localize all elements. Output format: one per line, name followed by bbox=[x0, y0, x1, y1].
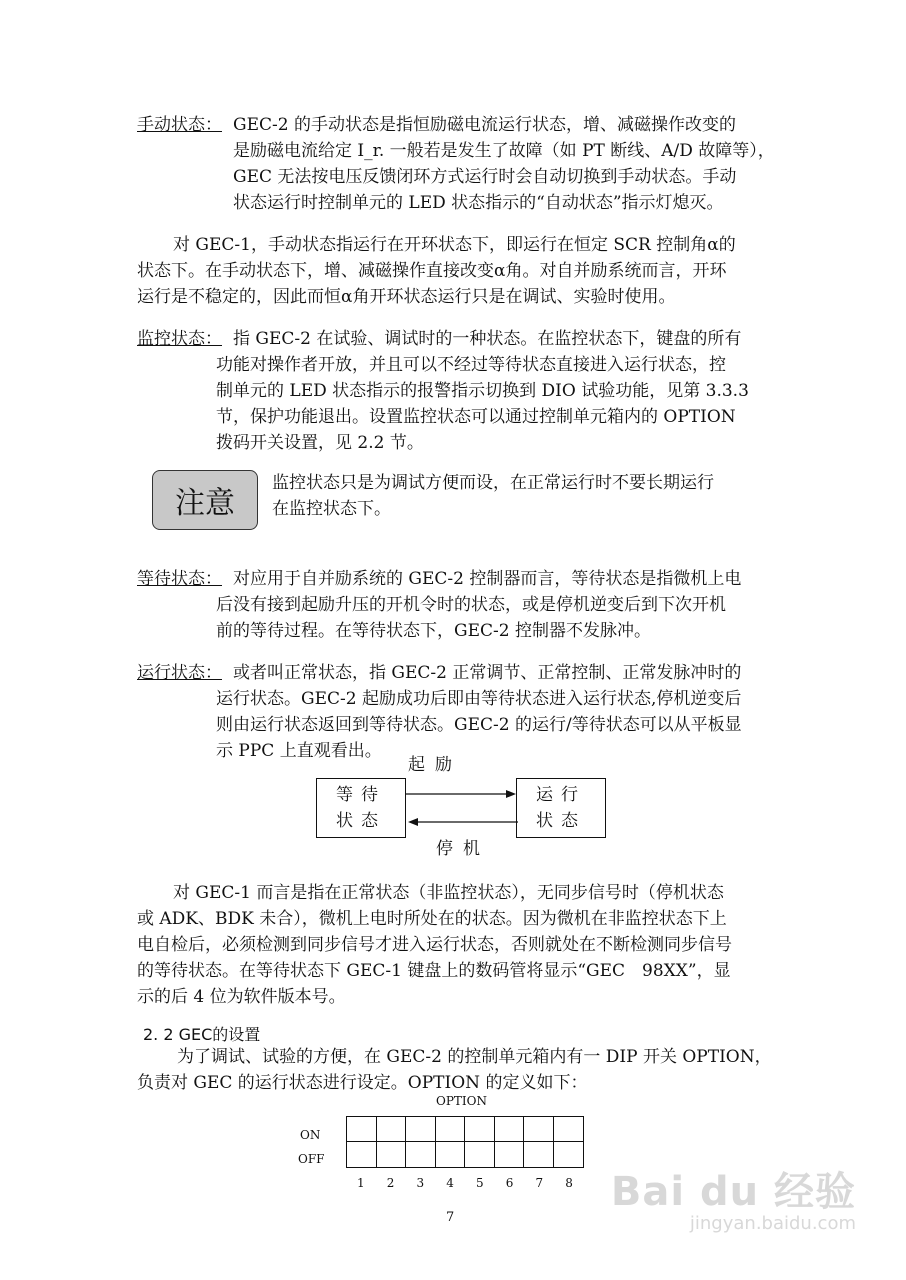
watermark-brand: Bai du 经验 bbox=[610, 1169, 856, 1215]
switch-cell bbox=[524, 1142, 554, 1167]
waiting-line-1: 对应用于自并励系统的 GEC-2 控制器而言，等待状态是指微机上电 bbox=[233, 569, 742, 589]
diagram-start-label: 起励 bbox=[408, 755, 462, 775]
option-column-numbers bbox=[346, 1176, 584, 1190]
option-switch-grid bbox=[346, 1116, 584, 1168]
running-line-2: 运行状态。GEC-2 起励成功后即由等待状态进入运行状态,停机逆变后 bbox=[216, 689, 742, 709]
watermark bbox=[611, 1160, 856, 1234]
term-manual: 手动状态： bbox=[137, 115, 222, 135]
switch-cell bbox=[495, 1117, 525, 1142]
option-col-1: 1 bbox=[357, 1176, 365, 1190]
manual-line-3: GEC 无法按电压反馈闭环方式运行时会自动切换到手动状态。手动 bbox=[233, 167, 737, 187]
term-running: 运行状态： bbox=[137, 663, 222, 683]
running-line-4: 示 PPC 上直观看出。 bbox=[216, 741, 382, 761]
switch-cell bbox=[554, 1117, 584, 1142]
switch-cell bbox=[347, 1117, 377, 1142]
manual-line-4: 状态运行时控制单元的 LED 状态指示的“自动状态”指示灯熄灭。 bbox=[233, 193, 724, 213]
option-col-6: 6 bbox=[505, 1176, 514, 1190]
option-col-7: 7 bbox=[535, 1176, 544, 1190]
option-col-5: 5 bbox=[476, 1176, 484, 1190]
option-title: OPTION bbox=[436, 1094, 487, 1108]
note-line-2: 在监控状态下。 bbox=[272, 499, 391, 519]
manual-line-1: GEC-2 的手动状态是指恒励磁电流运行状态，增、减磁操作改变的 bbox=[233, 115, 736, 135]
monitor-line-3: 制单元的 LED 状态指示的报警指示切换到 DIO 试验功能，见第 3.3.3 bbox=[216, 381, 749, 401]
option-col-4: 4 bbox=[446, 1176, 454, 1190]
switch-cell bbox=[465, 1142, 495, 1167]
switch-cell bbox=[554, 1142, 584, 1167]
switch-cell bbox=[436, 1117, 466, 1142]
diagram-waiting-text-2: 状态 bbox=[336, 811, 386, 831]
option-col-3: 3 bbox=[416, 1176, 425, 1190]
manual-line-2: 是励磁电流给定 I_r. 一般若是发生了故障（如 PT 断线、A/D 故障等）， bbox=[233, 141, 775, 161]
diagram-arrows bbox=[406, 784, 518, 832]
section-heading: 2. 2 GEC的设置 bbox=[143, 1025, 261, 1044]
term-monitor: 监控状态： bbox=[137, 329, 222, 349]
monitor-line-5: 拨码开关设置，见 2.2 节。 bbox=[216, 433, 424, 453]
gec1-waiting-line-2: 或 ADK、BDK 未合），微机上电时所处在的状态。因为微机在非监控状态下上 bbox=[137, 909, 727, 929]
switch-cell bbox=[377, 1117, 407, 1142]
diagram-waiting-text-1: 等待 bbox=[336, 785, 386, 805]
diagram-waiting-box bbox=[316, 778, 406, 838]
gec1-manual-line-2: 状态下。在手动状态下，增、减磁操作直接改变α角。对自并励系统而言，开环 bbox=[137, 261, 727, 281]
monitor-line-2: 功能对操作者开放，并且可以不经过等待状态直接进入运行状态，控 bbox=[216, 355, 726, 375]
option-row-off: OFF bbox=[298, 1152, 325, 1166]
switch-cell bbox=[347, 1142, 377, 1167]
gec1-waiting-line-4: 的等待状态。在等待状态下 GEC-1 键盘上的数码管将显示“GEC 98XX”，显 bbox=[137, 961, 731, 981]
switch-cell bbox=[436, 1142, 466, 1167]
diagram-stop-label: 停机 bbox=[436, 839, 490, 859]
switch-cell bbox=[377, 1142, 407, 1167]
term-waiting: 等待状态： bbox=[137, 569, 222, 589]
gec1-manual-line-3: 运行是不稳定的，因此而恒α角开环状态运行只是在调试、实验时使用。 bbox=[137, 287, 676, 307]
switch-cell bbox=[406, 1142, 436, 1167]
switch-cell bbox=[406, 1117, 436, 1142]
monitor-line-1: 指 GEC-2 在试验、调试时的一种状态。在监控状态下，键盘的所有 bbox=[233, 329, 742, 349]
waiting-line-3: 前的等待过程。在等待状态下，GEC-2 控制器不发脉冲。 bbox=[216, 621, 651, 641]
option-row-on: ON bbox=[300, 1128, 321, 1142]
arrow-start-head bbox=[506, 790, 516, 798]
note-line-1: 监控状态只是为调试方便而设，在正常运行时不要长期运行 bbox=[272, 473, 714, 493]
switch-cell bbox=[524, 1117, 554, 1142]
diagram-running-box bbox=[516, 778, 606, 838]
arrow-stop-head bbox=[408, 818, 418, 826]
option-col-8: 8 bbox=[565, 1176, 573, 1190]
section-line-2: 负责对 GEC 的运行状态进行设定。OPTION 的定义如下： bbox=[137, 1073, 588, 1093]
switch-cell bbox=[465, 1117, 495, 1142]
watermark-url: jingyan.baidu.com bbox=[689, 1213, 856, 1234]
switch-cell bbox=[495, 1142, 525, 1167]
section-line-1: 为了调试、试验的方便，在 GEC-2 的控制单元箱内有一 DIP 开关 OPTION， bbox=[177, 1047, 772, 1067]
gec1-manual-line-1: 对 GEC-1，手动状态指运行在开环状态下，即运行在恒定 SCR 控制角α的 bbox=[173, 235, 736, 255]
running-line-3: 则由运行状态返回到等待状态。GEC-2 的运行/等待状态可以从平板显 bbox=[216, 715, 742, 735]
diagram-running-text-2: 状态 bbox=[536, 811, 586, 831]
diagram-running-text-1: 运行 bbox=[536, 785, 586, 805]
waiting-line-2: 后没有接到起励升压的开机令时的状态，或是停机逆变后到下次开机 bbox=[216, 595, 726, 615]
page-number: 7 bbox=[446, 1210, 455, 1225]
gec1-waiting-line-3: 电自检后，必须检测到同步信号才进入运行状态，否则就处在不断检测同步信号 bbox=[137, 935, 732, 955]
gec1-waiting-line-5: 示的后 4 位为软件版本号。 bbox=[137, 987, 346, 1007]
running-line-1: 或者叫正常状态，指 GEC-2 正常调节、正常控制、正常发脉冲时的 bbox=[233, 663, 742, 683]
gec1-waiting-line-1: 对 GEC-1 而言是指在正常状态（非监控状态），无同步信号时（停机状态 bbox=[173, 883, 724, 903]
monitor-line-4: 节，保护功能退出。设置监控状态可以通过控制单元箱内的 OPTION bbox=[216, 407, 736, 427]
option-col-2: 2 bbox=[386, 1176, 395, 1190]
note-badge: 注意 bbox=[152, 470, 258, 530]
